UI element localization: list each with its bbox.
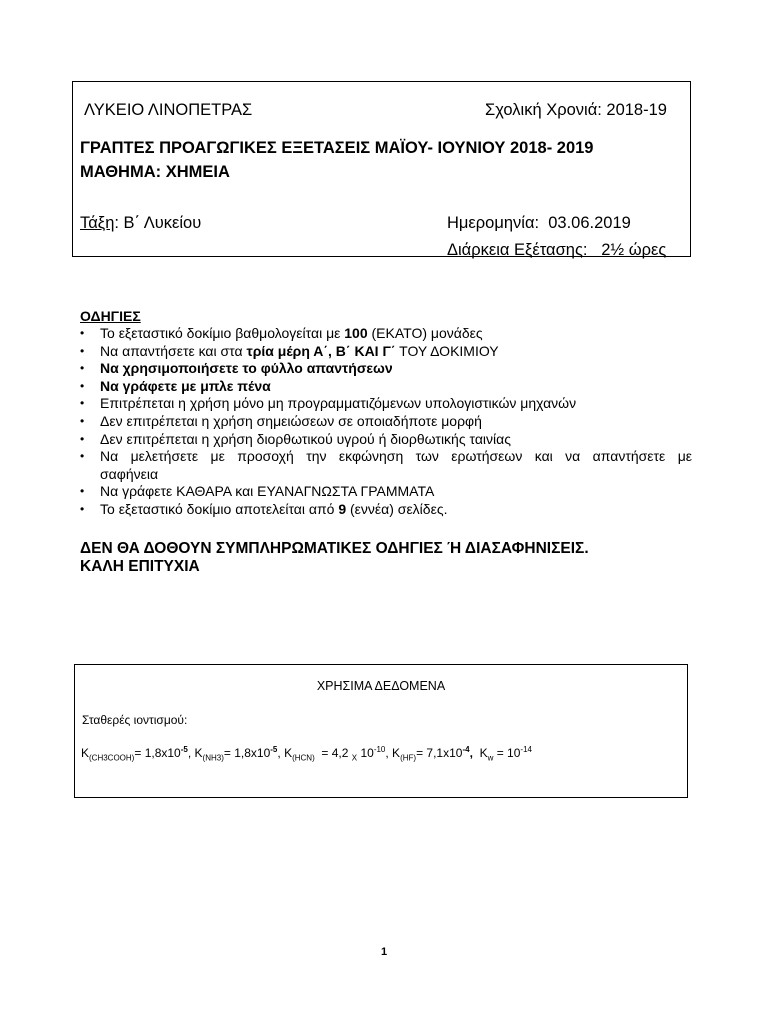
good-luck-note: ΚΑΛΗ ΕΠΙΤΥΧΙΑ (80, 558, 200, 575)
exam-title: ΓΡΑΠΤΕΣ ΠΡΟΑΓΩΓΙΚΕΣ ΕΞΕΤΑΣΕΙΣ ΜΑΪΟΥ- ΙΟΥΝΙΟΥ 2018- 2019 (80, 139, 594, 157)
bullet-icon: • (80, 484, 85, 499)
instruction-item: • Επιτρέπεται η χρήση μόνο μη προγραμματιζόμενων υπολογιστικών μηχανών (80, 395, 577, 412)
page-number: 1 (380, 946, 388, 958)
instruction-item: • Το εξεταστικό δοκίμιο βαθμολογείται με 100 (ΕΚΑΤΟ) μονάδες (80, 325, 483, 341)
exam-header-box (72, 81, 691, 257)
class-level: Τάξη: Β΄ Λυκείου (80, 214, 202, 232)
bullet-icon: • (80, 431, 85, 446)
exam-date: Ημερομηνία: 03.06.2019 (447, 214, 631, 232)
instructions-section (80, 308, 692, 519)
school-year: Σχολική Χρονιά: 2018-19 (485, 101, 667, 119)
ionization-constants: $K_{(CH3COOH)}= 1,8x10^{-5}$, $K_{(NH3)}= 1,8x10^{-5}$, $K_{(HCN)} = 4,2$ $_X$ $10^{-10}$, $K_{(HF)}= 7,1x10^{-4}$, $K_w = 10^{-14}$ (81, 745, 532, 763)
bullet-icon: • (80, 343, 85, 358)
ionization-constants-label: Σταθερές ιοντισμού: (82, 713, 188, 727)
exam-duration: Διάρκεια Εξέτασης: 2½ ώρες (447, 241, 667, 259)
instruction-item: • Το εξεταστικό δοκίμιο αποτελείται από 9 (εννέα) σελίδες. (80, 500, 448, 517)
instructions-title: ΟΔΗΓΙΕΣ (80, 308, 141, 324)
closing-note (80, 540, 589, 576)
useful-data-box (74, 664, 688, 798)
bullet-icon: • (80, 413, 85, 428)
instruction-item: • Να μελετήσετε με προσοχή την εκφώνηση των ερωτήσεων και να απαντήσετε με σαφήνεια (80, 448, 692, 482)
instruction-item: • Να γράφετε με μπλε πένα (80, 377, 271, 394)
no-extra-instructions-note: ΔΕΝ ΘΑ ΔΟΘΟΥΝ ΣΥΜΠΛΗΡΩΜΑΤΙΚΕΣ ΟΔΗΓΙΕΣ Ή ΔΙΑΣΑΦΗΝΙΣΕΙΣ. (80, 540, 589, 557)
bullet-icon: • (80, 361, 85, 376)
instruction-item: • Να απαντήσετε και στα τρία μέρη Α΄, Β΄ ΚΑΙ Γ΄ ΤΟΥ ΔΟΚΙΜΙΟΥ (80, 342, 499, 359)
instruction-item: • Να γράφετε ΚΑΘΑΡΑ και ΕΥΑΝΑΓΝΩΣΤΑ ΓΡΑΜΜΑΤΑ (80, 483, 435, 500)
bullet-icon: • (80, 378, 85, 393)
bullet-icon: • (80, 396, 85, 411)
bullet-icon: • (80, 501, 85, 516)
instruction-item: • Δεν επιτρέπεται η χρήση διορθωτικού υγρού ή διορθωτικής ταινίας (80, 430, 511, 447)
subject: ΜΑΘΗΜΑ: ΧΗΜΕΙΑ (80, 163, 230, 181)
instructions-list (80, 325, 692, 519)
bullet-icon: • (80, 326, 85, 340)
instruction-item: • Δεν επιτρέπεται η χρήση σημειώσεων σε οποιαδήποτε μορφή (80, 412, 482, 429)
school-name: ΛΥΚΕΙΟ ΛΙΝΟΠΕΤΡΑΣ (84, 101, 253, 119)
instruction-item: • Να χρησιμοποιήσετε το φύλλο απαντήσεων (80, 360, 393, 377)
useful-data-title: ΧΡΗΣΙΜΑ ΔΕΔΟΜΕΝΑ (316, 679, 446, 693)
bullet-icon: • (80, 449, 85, 464)
